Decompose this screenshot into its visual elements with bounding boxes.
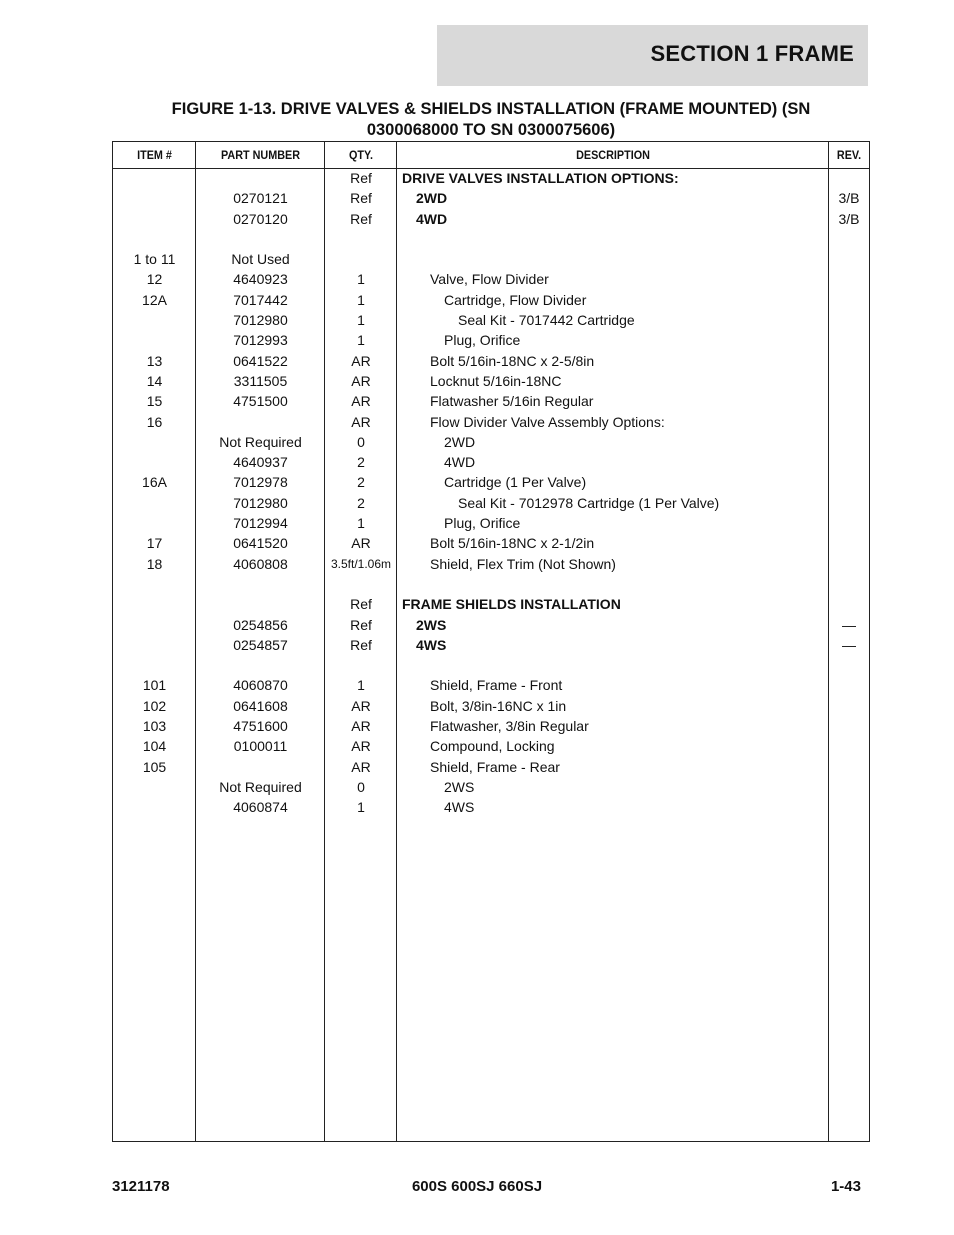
qty-cell: 1 [357,677,365,694]
item-cell [113,209,196,229]
part-number-cell: 0270120 [233,210,288,227]
rev-cell [829,310,869,330]
figure-title [112,99,870,141]
item-cell [113,777,196,797]
rev-cell [829,330,869,350]
item-cell: 17 [146,535,163,552]
table-row [113,736,869,756]
table-row [113,229,869,249]
description-cell: Bolt 5/16in-18NC x 2-5/8in [430,352,595,369]
rev-cell [829,513,869,533]
table-row [113,188,869,208]
qty-cell: Ref [350,616,372,633]
item-cell [113,432,196,452]
table-row [113,513,869,533]
figure-title-line2: 0300068000 TO SN 0300075606) [366,121,616,139]
item-cell: 103 [142,718,167,735]
qty-cell [325,229,397,249]
footer-document-number: 3121178 [112,1178,170,1195]
qty-cell: 0 [357,778,365,795]
part-number-cell: 7012980 [233,494,288,511]
description-cell: Cartridge (1 Per Valve) [444,474,587,491]
rev-cell [829,533,869,553]
table-row [113,351,869,371]
part-number-cell: Not Used [231,251,290,268]
part-number-cell: 0641522 [233,352,288,369]
description-cell: Locknut 5/16in-18NC [430,372,562,389]
part-number-cell: 0254857 [233,636,288,653]
part-number-cell: Not Required [219,433,302,450]
table-row [113,655,869,675]
qty-cell: AR [351,718,371,735]
rev-cell [829,574,869,594]
description-cell: 4WD [416,210,448,227]
rev-cell [829,554,869,574]
part-number-cell: 0641608 [233,697,288,714]
item-cell [113,188,196,208]
rev-cell: — [842,616,856,633]
description-cell: Plug, Orifice [444,515,521,532]
part-number-cell: 4060874 [233,799,288,816]
rev-cell [829,594,869,614]
description-cell: DRIVE VALVES INSTALLATION OPTIONS: [402,170,679,186]
header-part-number: PART NUMBER [220,148,301,162]
rev-cell [829,168,869,188]
rev-cell [829,371,869,391]
description-cell: Shield, Frame - Front [430,677,563,694]
header-item: ITEM # [137,148,172,162]
table-row [113,635,869,655]
description-cell [402,655,822,675]
qty-cell: Ref [350,190,372,207]
item-cell [113,635,196,655]
table-row [113,209,869,229]
qty-cell: AR [351,413,371,430]
description-cell: 4WS [444,799,475,816]
description-cell: Flatwasher, 3/8in Regular [430,718,589,735]
item-cell [113,493,196,513]
item-cell: 12A [142,291,167,308]
item-cell [113,452,196,472]
rev-cell [829,716,869,736]
section-title: SECTION 1 FRAME [650,41,854,66]
footer-page-number: 1-43 [830,1178,861,1195]
part-number-cell [196,594,325,614]
table-row [113,574,869,594]
item-cell [113,513,196,533]
item-cell: 104 [142,738,167,755]
table-body [113,168,869,818]
description-cell: Valve, Flow Divider [430,271,549,288]
rev-cell [829,249,869,269]
rev-cell [829,229,869,249]
qty-cell: AR [351,372,371,389]
section-banner [437,25,868,86]
qty-cell: 2 [357,454,365,471]
item-cell [113,330,196,350]
table-row [113,472,869,492]
table-row [113,554,869,574]
rev-cell [829,269,869,289]
part-number-cell: 4640923 [233,271,288,288]
table-row [113,269,869,289]
item-cell: 105 [142,758,167,775]
item-cell [113,229,196,249]
description-cell: Bolt, 3/8in-16NC x 1in [430,697,567,714]
table-row [113,594,869,614]
qty-cell: 1 [357,799,365,816]
header-description: DESCRIPTION [576,148,650,162]
qty-cell: AR [351,535,371,552]
figure-title-line1: FIGURE 1-13. DRIVE VALVES & SHIELDS INSTALLATION (FRAME MOUNTED) (SN [171,100,811,118]
rev-cell [829,655,869,675]
rev-cell [829,391,869,411]
rev-cell [829,290,869,310]
qty-cell: Ref [350,636,372,653]
description-cell [402,574,822,594]
table-row [113,168,869,188]
table-row [113,391,869,411]
item-cell: 16 [146,413,163,430]
part-number-cell: 0270121 [233,190,288,207]
header-qty: QTY. [348,148,373,162]
rev-cell: — [842,636,856,653]
qty-cell: Ref [350,170,372,186]
qty-cell: 2 [357,474,365,491]
qty-cell [325,249,397,269]
description-cell: 2WS [444,778,475,795]
table-row [113,290,869,310]
item-cell: 101 [142,677,167,694]
description-cell: 2WD [444,433,476,450]
table-row [113,412,869,432]
item-cell [113,168,196,188]
qty-cell: 1 [357,515,365,532]
item-cell: 13 [146,352,163,369]
qty-cell: Ref [350,596,372,613]
part-number-cell: 0641520 [233,535,288,552]
part-number-cell: 4060870 [233,677,288,694]
part-number-cell [196,574,325,594]
rev-cell [829,472,869,492]
part-number-cell: 3311505 [233,372,288,389]
part-number-cell: 7012994 [233,515,288,532]
table-row [113,452,869,472]
table-row [113,615,869,635]
qty-cell [325,655,397,675]
table-row [113,249,869,269]
part-number-cell: 0100011 [233,738,288,755]
table-row [113,757,869,777]
part-number-cell: 7012980 [233,312,288,329]
item-cell [113,310,196,330]
table-row [113,696,869,716]
item-cell: 14 [146,372,163,389]
qty-cell: 1 [357,312,365,329]
table-row [113,675,869,695]
part-number-cell: 4751500 [233,393,288,410]
rev-cell [829,675,869,695]
part-number-cell: Not Required [219,778,302,795]
qty-cell: AR [351,697,371,714]
description-cell: 2WS [416,616,447,633]
description-cell: Shield, Flex Trim (Not Shown) [430,555,616,572]
part-number-cell: 4060808 [233,555,288,572]
description-cell: Cartridge, Flow Divider [444,291,587,308]
description-cell [402,229,822,249]
description-cell: Plug, Orifice [444,332,521,349]
rev-cell [829,412,869,432]
parts-table [112,141,870,1142]
rev-cell [829,797,869,817]
qty-cell: AR [351,758,371,775]
table-row [113,797,869,817]
qty-cell: 2 [357,494,365,511]
description-cell: Flatwasher 5/16in Regular [430,393,594,410]
description-cell: FRAME SHIELDS INSTALLATION [402,596,621,613]
table-row [113,493,869,513]
description-cell [402,249,822,269]
item-cell [113,655,196,675]
table-row [113,371,869,391]
part-number-cell [196,229,325,249]
rev-cell [829,736,869,756]
rev-cell: 3/B [838,190,860,207]
part-number-cell: 4751600 [233,718,288,735]
qty-cell: AR [351,352,371,369]
part-number-cell: 7012978 [233,474,288,491]
part-number-cell [196,757,325,777]
rev-cell [829,493,869,513]
description-cell: 4WD [444,454,476,471]
part-number-cell [196,168,325,188]
description-cell: Seal Kit - 7012978 Cartridge (1 Per Valve) [458,494,720,511]
header-rev: REV. [836,148,862,162]
item-cell [113,574,196,594]
part-number-cell [196,412,325,432]
table-row [113,533,869,553]
qty-cell: 3.5ft/1.06m [330,556,392,571]
rev-cell [829,777,869,797]
qty-cell: AR [351,738,371,755]
qty-cell: Ref [350,210,372,227]
description-cell: Flow Divider Valve Assembly Options: [430,413,665,430]
item-cell: 12 [146,271,163,288]
part-number-cell: 0254856 [233,616,288,633]
rev-cell [829,452,869,472]
description-cell: 2WD [416,190,448,207]
description-cell: Shield, Frame - Rear [430,758,560,775]
table-row [113,716,869,736]
description-cell: Seal Kit - 7017442 Cartridge [458,312,635,329]
qty-cell: 1 [357,332,365,349]
part-number-cell: 7012993 [233,332,288,349]
rev-cell [829,351,869,371]
table-row [113,310,869,330]
qty-cell: 1 [357,291,365,308]
qty-cell: 0 [357,433,365,450]
rev-cell [829,757,869,777]
item-cell [113,797,196,817]
qty-cell [325,574,397,594]
rev-cell: 3/B [838,210,860,227]
table-row [113,330,869,350]
description-cell: Compound, Locking [430,738,555,755]
table-row [113,777,869,797]
description-cell: 4WS [416,636,447,653]
table-row [113,432,869,452]
item-cell [113,615,196,635]
rev-cell [829,432,869,452]
footer-models: 600S 600SJ 660SJ [411,1178,543,1195]
part-number-cell: 7017442 [233,291,288,308]
item-cell: 1 to 11 [133,251,176,268]
qty-cell: AR [351,393,371,410]
qty-cell: 1 [357,271,365,288]
item-cell: 15 [146,393,163,410]
part-number-cell: 4640937 [233,454,288,471]
item-cell: 16A [142,474,167,491]
part-number-cell [196,655,325,675]
rev-cell [829,696,869,716]
item-cell: 102 [142,697,167,714]
description-cell: Bolt 5/16in-18NC x 2-1/2in [430,535,595,552]
item-cell: 18 [146,555,163,572]
item-cell [113,594,196,614]
